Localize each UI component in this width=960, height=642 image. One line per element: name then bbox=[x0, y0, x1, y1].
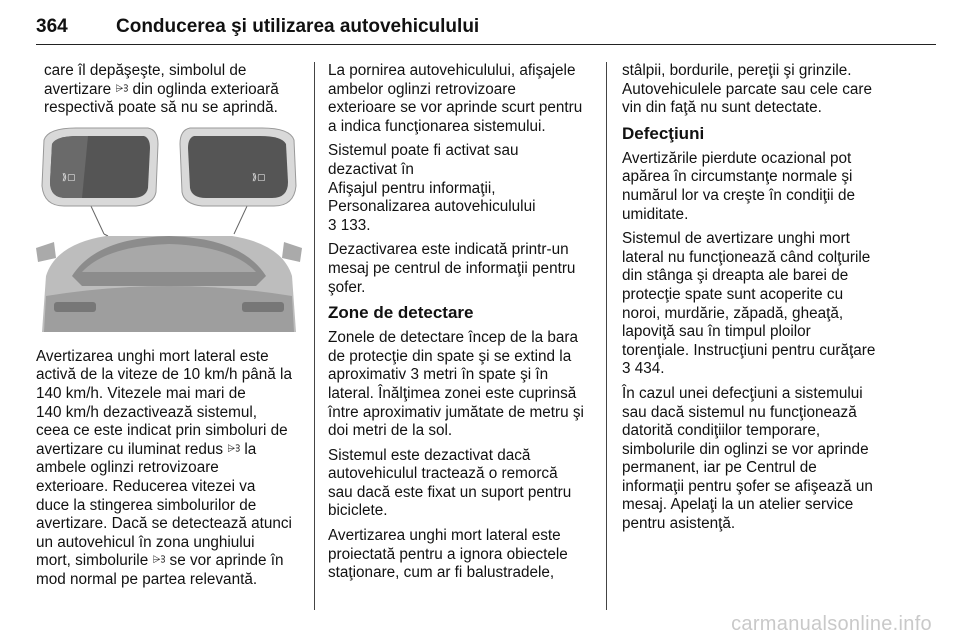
column-divider bbox=[606, 62, 607, 610]
watermark: carmanualsonline.info bbox=[731, 613, 932, 635]
column-divider bbox=[314, 62, 315, 610]
paragraph-speed-range: Avertizarea unghi mort lateral este activă de la viteze de 10 km/h până la 140 km/h. Vitezele mai mari de 140 km/h dezactivează sistemul, ceea ce este indicat prin simboluri de avertizare cu iluminat redus ⩥ᢃ la ambele oglinzi retrovizoare exterioare. Reducerea vitezei va duce la stingerea simbolurilor de avertizare. Dacă se detectează atunci un autovehicul în zona unghiului mort, simbolurile ⩥ᢃ se vor aprinde în mod normal pe partea relevantă. bbox=[36, 347, 292, 588]
svg-text:⟫▢: ⟫▢ bbox=[252, 172, 266, 183]
paragraph-deactivation: Dezactivarea este indicată printr-un mesaj pe centrul de informaţii pentru şofer. bbox=[328, 241, 576, 296]
page-reference-link[interactable]: 3 434. bbox=[622, 360, 665, 378]
page-reference-link[interactable]: 3 133. bbox=[328, 216, 371, 234]
paragraph-startup: La pornirea autovehiculului, afişajele ambelor oglinzi retrovizoare exterioare se vor aprinde scurt pentru a indica funcţionarea sistemului. bbox=[328, 62, 583, 135]
heading-faults: Defecţiuni bbox=[622, 123, 705, 143]
page-number: 364 bbox=[36, 16, 68, 37]
blind-spot-icon: ⩥ᢃ bbox=[152, 555, 166, 567]
column-middle bbox=[328, 62, 596, 589]
paragraph-zones: Zonele de detectare încep de la bara de protecţie din spate şi se extind la aproximativ 3 metri în spate şi în lateral. Înălţimea zonei este cuprinsă între aproximativ jumătate de metru şi doi metri de la sol. bbox=[328, 329, 584, 440]
paragraph-stationary: Avertizarea unghi mort lateral este proiectată pentru a ignora obiectele staţionare, cum ar fi balustradele, bbox=[328, 527, 568, 582]
right-mirror-icon bbox=[180, 128, 296, 206]
paragraph-undetected: stâlpii, bordurile, pereţii şi grinzile. Autovehiculele parcate sau cele care vin din faţă nu sunt detectate. bbox=[622, 62, 873, 117]
paragraph-symbol-note: care îl depăşeşte, simbolul de avertizare ⩥ᢃ din oglinda exterioară respectivă poate să nu se aprindă. bbox=[44, 62, 279, 117]
left-mirror-icon bbox=[42, 128, 158, 206]
column-left bbox=[36, 62, 302, 596]
svg-text:⟫▢: ⟫▢ bbox=[62, 172, 76, 183]
blind-spot-icon: ⩥ᢃ bbox=[115, 83, 129, 95]
paragraph-activation: Sistemul poate fi activat sau dezactivat în Afişajul pentru informaţii, Personalizarea autovehiculului 3 133. bbox=[328, 142, 536, 234]
column-right bbox=[622, 62, 894, 540]
mirror-illustration bbox=[36, 126, 302, 332]
paragraph-missed-alerts: Avertizările pierdute ocazional pot apărea în circumstanţe normale şi numărul lor va creşte în condiţii de umiditate. bbox=[622, 149, 855, 223]
chapter-title: Conducerea şi utilizarea autovehiculului bbox=[116, 16, 480, 37]
heading-detection-zones: Zone de detectare bbox=[328, 303, 474, 323]
paragraph-covered-corners: Sistemul de avertizare unghi mort lateral nu funcţionează când colţurile din stânga şi dreapta ale barei de protecţie spate sunt acoperite cu noroi, murdărie, zăpadă, gheaţă, lapoviţă sau în timpul ploilor torenţiale. Instrucţiuni pentru curăţare 3 434. bbox=[622, 230, 876, 378]
page-header bbox=[36, 14, 936, 45]
blind-spot-icon: ⩥ᢃ bbox=[227, 443, 241, 455]
paragraph-malfunction: În cazul unei defecţiuni a sistemului sau dacă sistemul nu funcţionează datorită condiţiilor temporare, simbolurile din oglinzi se vor aprinde permanent, iar pe Centrul de informaţii pentru şofer se afişează un mesaj. Apelaţi la un atelier service pentru asistenţă. bbox=[622, 384, 873, 533]
car-rear-icon bbox=[36, 236, 302, 332]
mirror-figure-svg bbox=[36, 126, 302, 332]
paragraph-trailer: Sistemul este dezactivat dacă autovehiculul tractează o remorcă sau dacă este fixat un suport pentru biciclete. bbox=[328, 446, 572, 520]
